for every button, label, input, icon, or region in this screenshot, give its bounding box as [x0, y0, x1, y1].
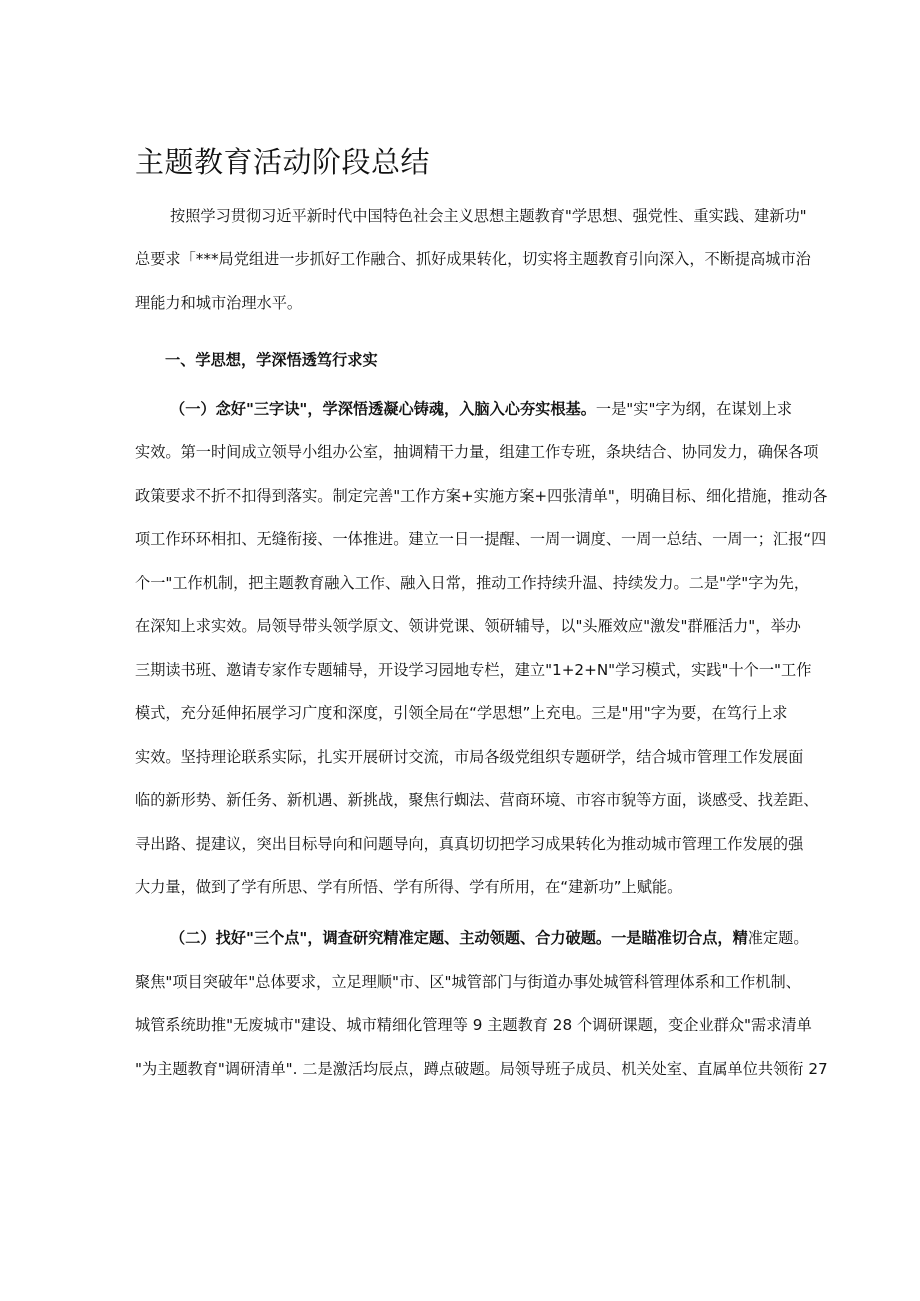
subsection-2-lead-rest: 准定题。: [747, 929, 809, 947]
subsection-1-line: 临的新形势、新任务、新机遇、新挑战，聚焦行蜘法、营商环境、市容市貌等方面，谈感受、找差距、: [135, 791, 819, 809]
subsection-1-line: 在深知上求实效。局领导带头领学原文、领讲党课、领研辅导，以"头雁效应"激发"群雁活力"，举办: [135, 617, 801, 635]
subsection-1-lead-rest: 一是"实"字为纲，在谋划上求: [595, 400, 793, 418]
subsection-1-lead-bold: （一）念好"三字诀"，学深悟透凝心铸魂，入脑入心夯实根基。: [170, 400, 596, 418]
section-heading-1: 一、学思想，学深悟透笃行求实: [165, 351, 378, 369]
subsection-1-line: 三期读书班、邀请专家作专题辅导，开设学习园地专栏，建立"1+2+N"学习模式，实践"十个一"工作: [135, 661, 812, 679]
intro-line-2: 总要求「***局党组进一步抓好工作融合、抓好成果转化，切实将主题教育引向深入，不断提高城市治: [135, 250, 811, 268]
subsection-2-line: 城管系统助推"无废城市"建设、城市精细化管理等 9 主题教育 28 个调研课题，变企业群众"需求清单: [135, 1016, 812, 1034]
subsection-1-line: 项工作环环相扣、无缝衔接、一体推进。建立一日一提醒、一周一调度、一周一总结、一周一；汇报“四: [135, 530, 827, 548]
subsection-1-line: 寻出路、提建议，突出目标导向和问题导向，真真切切把学习成果转化为推动城市管理工作发展的强: [135, 835, 804, 853]
subsection-2-line: "为主题教育"调研清单". 二是激活均辰点，蹲点破题。局领导班子成员、机关处室、直属单位共领衔 27: [135, 1060, 828, 1078]
subsection-1-line: 政策要求不折不扣得到落实。制定完善"工作方案+实施方案+四张清单"，明确目标、细化措施，推动各: [135, 487, 828, 505]
subsection-2-lead-bold: （二）找好"三个点"，调查研究精准定题、主动领题、合力破题。一是瞄准切合点，精: [170, 929, 748, 947]
document-title: 主题教育活动阶段总结: [135, 145, 431, 179]
subsection-2-lead: [170, 927, 830, 949]
subsection-2-line: 聚焦"项目突破年"总体要求，立足理顺"市、区"城管部门与街道办事处城管科管理体系和工作机制、: [135, 973, 801, 991]
intro-line-1: 按照学习贯彻习近平新时代中国特色社会主义思想主题教育"学思想、强党性、重实践、建新功": [170, 207, 807, 225]
subsection-1-line: 模式，充分延伸拓展学习广度和深度，引领全局在“学思想”上充电。三是"用"字为要，在笃行上求: [135, 704, 788, 722]
subsection-1-line: 个一"工作机制，把主题教育融入工作、融入日常，推动工作持续升温、持续发力。二是"学"字为先，: [135, 574, 810, 592]
subsection-1-line: 实效。坚持理论联系实际，扎实开展研讨交流，市局各级党组织专题研学，结合城市管理工作发展面: [135, 748, 804, 766]
subsection-1-line: 大力量，做到了学有所思、学有所悟、学有所得、学有所用，在“建新功”上赋能。: [135, 878, 683, 896]
subsection-1-lead: [170, 398, 830, 420]
intro-line-3: 理能力和城市治理水平。: [135, 294, 303, 312]
subsection-1-line: 实效。第一时间成立领导小组办公室，抽调精干力量，组建工作专班，条块结合、协同发力，确保各项: [135, 443, 819, 461]
